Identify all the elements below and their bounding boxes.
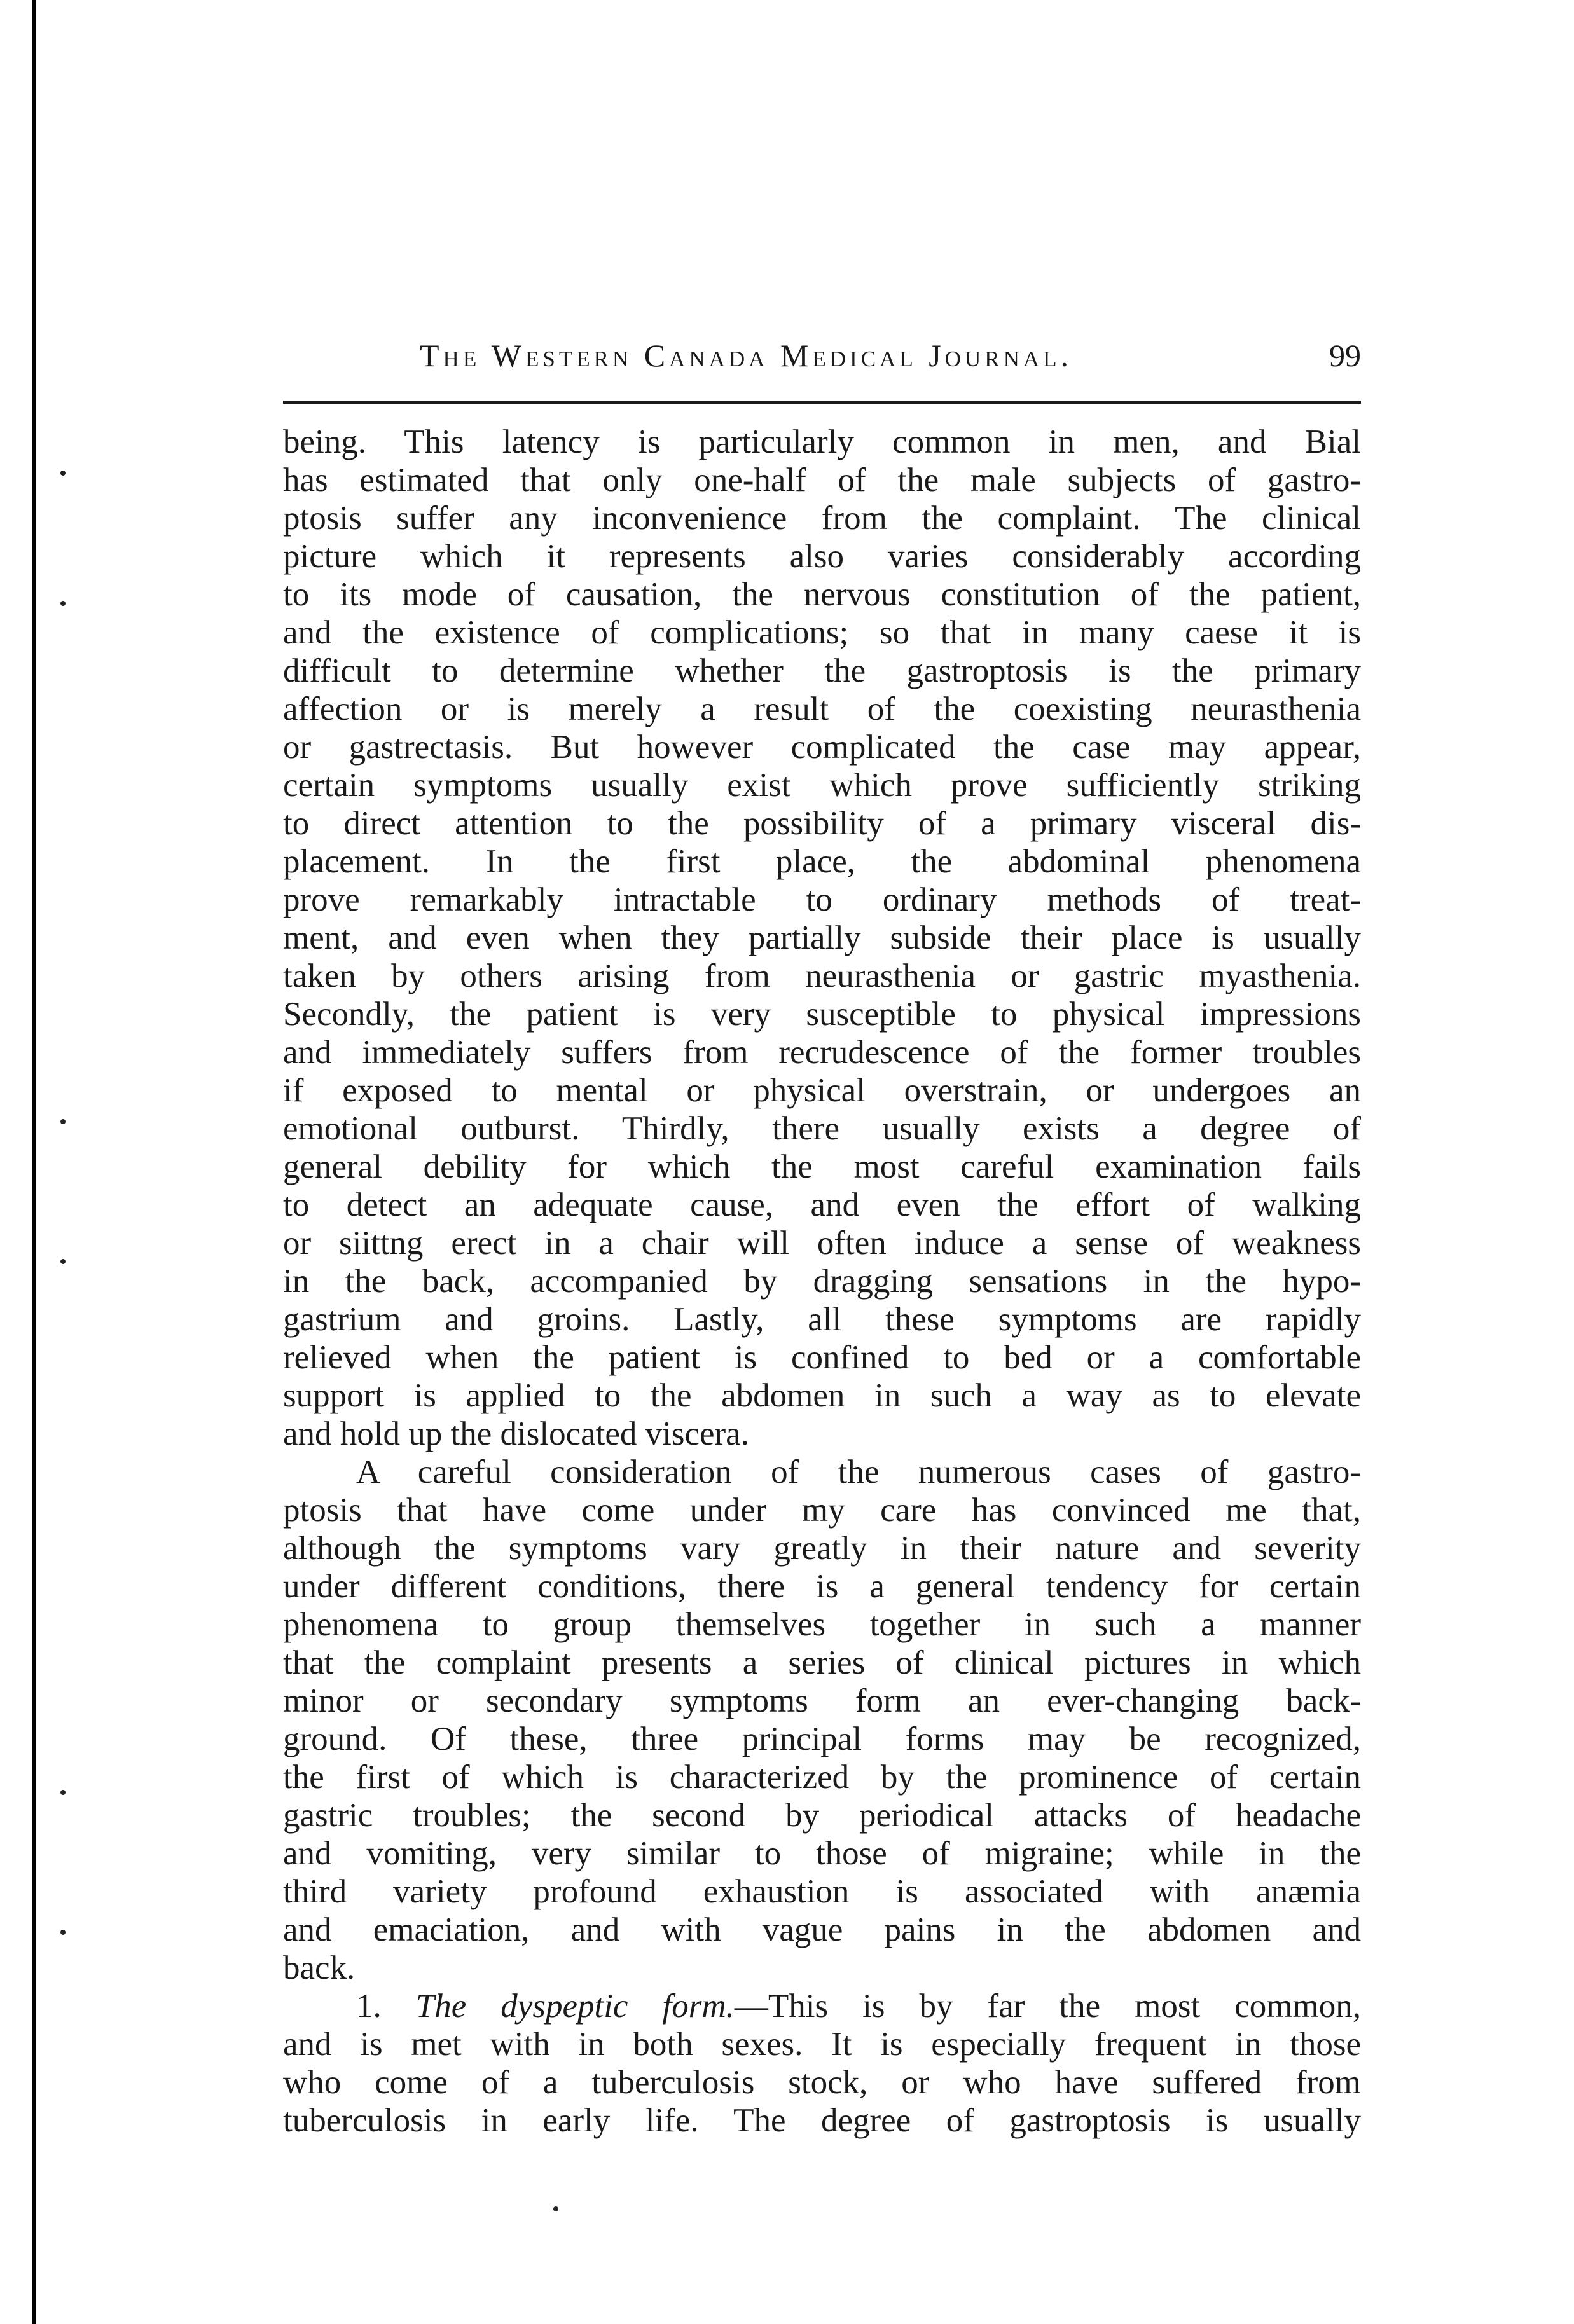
- text-line: under different conditions, there is a general tendency for certain: [283, 1568, 1361, 1605]
- text-line: the first of which is characterized by the prominence of certain: [283, 1759, 1361, 1796]
- text-line: relieved when the patient is confined to bed or a comfortable: [283, 1339, 1361, 1376]
- text-line: and hold up the dislocated viscera.: [283, 1415, 749, 1452]
- section-number: 1.: [356, 1988, 382, 2025]
- paragraph-3: [283, 1987, 1361, 2140]
- text-line: difficult to determine whether the gastroptosis is the primary: [283, 652, 1361, 689]
- text-line: and immediately suffers from recrudescence of the former troubles: [283, 1034, 1361, 1071]
- text-line: taken by others arising from neurasthenia or gastric myasthenia.: [283, 958, 1361, 994]
- margin-speck: [60, 1790, 66, 1795]
- text-line: although the symptoms vary greatly in their nature and severity: [283, 1530, 1361, 1567]
- text-line: gastrium and groins. Lastly, all these symptoms are rapidly: [283, 1301, 1361, 1338]
- header-rule: [283, 401, 1361, 404]
- text-line: that the complaint presents a series of clinical pictures in which: [283, 1644, 1361, 1681]
- section-heading-line: [283, 1987, 1361, 2025]
- text-line: certain symptoms usually exist which prove sufficiently striking: [283, 767, 1361, 804]
- text-line: if exposed to mental or physical overstrain, or undergoes an: [283, 1072, 1361, 1109]
- margin-speck: [60, 601, 66, 606]
- text-line: ptosis that have come under my care has convinced me that,: [283, 1492, 1361, 1529]
- text-line: to direct attention to the possibility of a primary visceral dis-: [283, 805, 1361, 842]
- article-body: [283, 423, 1361, 2140]
- journal-title: The Western Canada Medical Journal.: [420, 338, 1072, 373]
- text-line: and emaciation, and with vague pains in the abdomen and: [283, 1911, 1361, 1948]
- text-line: who come of a tuberculosis stock, or who have suffered from: [283, 2064, 1361, 2101]
- text-line: placement. In the first place, the abdominal phenomena: [283, 843, 1361, 880]
- text-line: affection or is merely a result of the coexisting neurasthenia: [283, 691, 1361, 727]
- page-number: 99: [1329, 338, 1361, 373]
- text-line: gastric troubles; the second by periodical attacks of headache: [283, 1797, 1361, 1834]
- text-line: has estimated that only one-half of the male subjects of gastro-: [283, 462, 1361, 498]
- text-line: Secondly, the patient is very susceptible to physical impressions: [283, 996, 1361, 1033]
- text-line: and vomiting, very similar to those of migraine; while in the: [283, 1835, 1361, 1872]
- section-heading: The dyspeptic form.: [415, 1988, 735, 2025]
- text-line: phenomena to group themselves together in such a manner: [283, 1606, 1361, 1643]
- text-line: to detect an adequate cause, and even the effort of walking: [283, 1186, 1361, 1223]
- running-header: [280, 337, 1361, 394]
- text-line: emotional outburst. Thirdly, there usually exists a degree of: [283, 1110, 1361, 1147]
- margin-speck: [60, 1119, 66, 1124]
- margin-speck: [60, 1930, 66, 1935]
- text-line: and the existence of complications; so that in many caese it is: [283, 614, 1361, 651]
- text-line: minor or secondary symptoms form an ever-changing back-: [283, 1682, 1361, 1719]
- text-line: A careful consideration of the numerous cases of gastro-: [356, 1454, 1361, 1490]
- text-line: ground. Of these, three principal forms may be recognized,: [283, 1721, 1361, 1757]
- text-line: picture which it represents also varies considerably according: [283, 538, 1361, 575]
- text-line: and is met with in both sexes. It is especially frequent in those: [283, 2026, 1361, 2063]
- text-line: tuberculosis in early life. The degree of gastroptosis is usually: [283, 2102, 1361, 2139]
- text-line: prove remarkably intractable to ordinary methods of treat-: [283, 881, 1361, 918]
- paragraph-2: [283, 1453, 1361, 1987]
- text-line: or siittng erect in a chair will often induce a sense of weakness: [283, 1225, 1361, 1262]
- text-line: third variety profound exhaustion is associated with anæmia: [283, 1873, 1361, 1910]
- text-line: in the back, accompanied by dragging sensations in the hypo-: [283, 1263, 1361, 1300]
- text-line: support is applied to the abdomen in such a way as to elevate: [283, 1377, 1361, 1414]
- text-line: ptosis suffer any inconvenience from the complaint. The clinical: [283, 500, 1361, 537]
- text-line: general debility for which the most careful examination fails: [283, 1148, 1361, 1185]
- bottom-speck: [553, 2206, 558, 2211]
- text-line: ment, and even when they partially subside their place is usually: [283, 919, 1361, 956]
- section-heading-rest: —This is by far the most common,: [734, 1988, 1361, 2025]
- text-line: to its mode of causation, the nervous constitution of the patient,: [283, 576, 1361, 613]
- scan-binding-edge: [32, 0, 36, 2324]
- paragraph-1: [283, 423, 1361, 1453]
- text-line: back.: [283, 1949, 356, 1986]
- margin-speck: [60, 471, 66, 476]
- text-line: or gastrectasis. But however complicated the case may appear,: [283, 729, 1361, 766]
- margin-speck: [60, 1259, 66, 1264]
- text-line: being. This latency is particularly common in men, and Bial: [283, 423, 1361, 460]
